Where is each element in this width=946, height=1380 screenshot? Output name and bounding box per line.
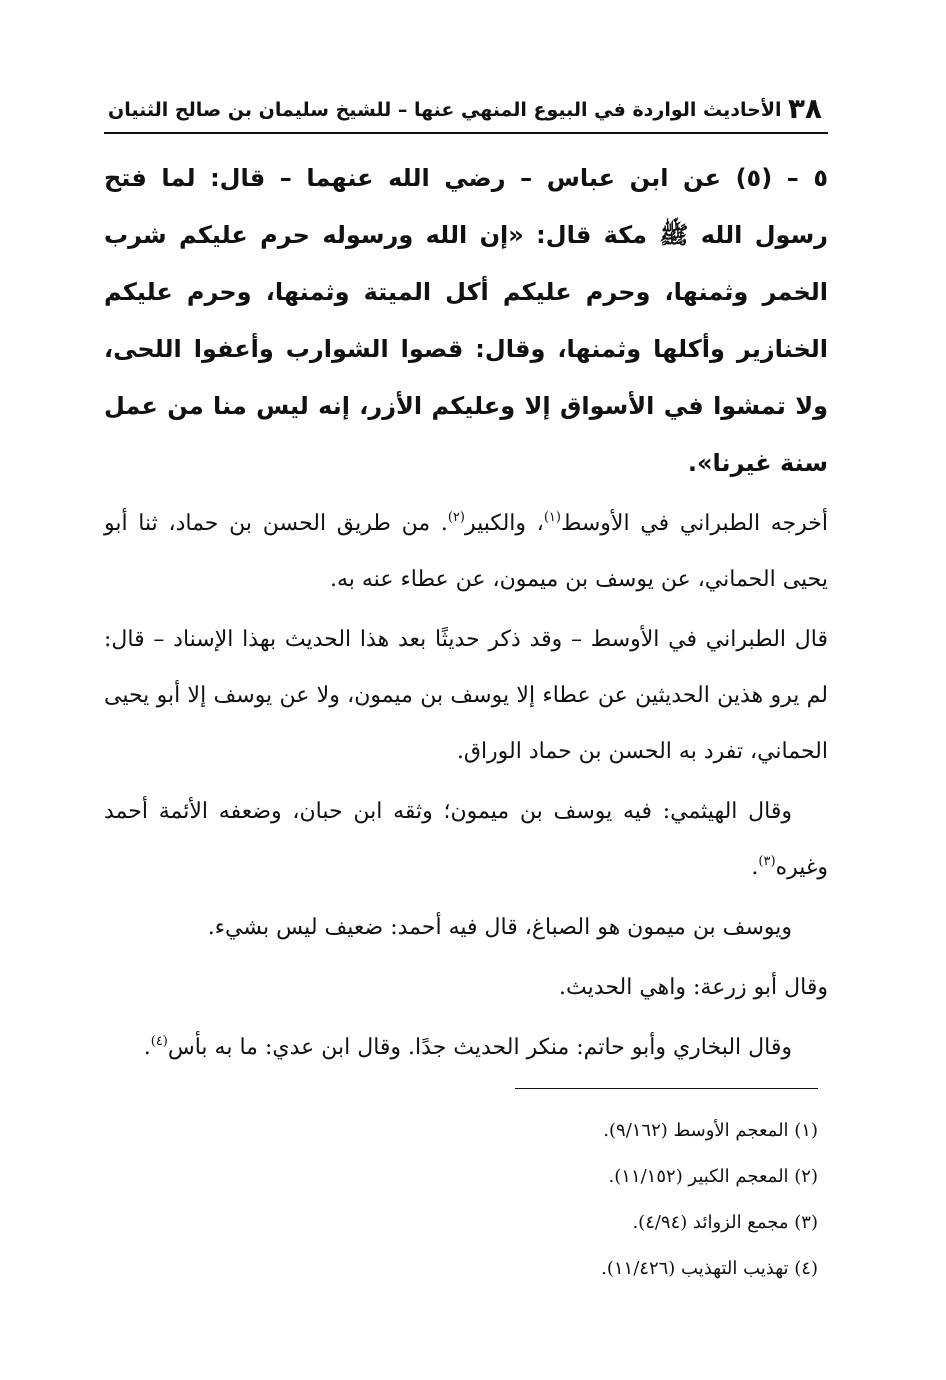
- bukhari-end: .: [143, 1035, 151, 1060]
- running-title: الأحاديث الواردة في البيوع المنهي عنها – للشيخ سليمان بن صالح الثنيان: [108, 99, 782, 121]
- footnotes: [300, 1108, 818, 1292]
- footnote-3: (٣) مجمع الزوائد (٤/٩٤).: [632, 1212, 818, 1233]
- footnote-divider: [515, 1088, 818, 1089]
- footnote-ref-4: (٤): [150, 1034, 168, 1049]
- footnote-ref-2: (٢): [447, 510, 465, 525]
- footnote-ref-3: (٣): [758, 854, 776, 869]
- page-header: [104, 92, 828, 134]
- abu-zura-paragraph: وقال أبو زرعة: واهي الحديث.: [559, 975, 828, 1000]
- takhrij-text-3: . من طريق الحسن بن حماد، ثنا أبو يحيى الحماني، عن يوسف بن ميمون، عن عطاء عنه به.: [104, 511, 828, 592]
- takhrij-text-2: ، والكبير: [465, 511, 544, 536]
- takhrij-paragraph: [104, 496, 828, 608]
- tabarani-paragraph: قال الطبراني في الأوسط – وقد ذكر حديثًا بعد هذا الحديث بهذا الإسناد – قال: لم يرو هذين الحديثين عن عطاء إلا يوسف بن ميمون، ولا عن يوسف إلا أبو يحيى الحماني، تفرد به الحسن بن حماد الوراق.: [104, 627, 828, 764]
- bukhari-text: وقال البخاري وأبو حاتم: منكر الحديث جدًا. وقال ابن عدي: ما به بأس: [167, 1035, 792, 1060]
- footnote-1: (١) المعجم الأوسط (٩/١٦٢).: [603, 1120, 818, 1141]
- main-text: [104, 150, 828, 1076]
- page-number: ٣٨: [787, 92, 822, 125]
- footnote-2: (٢) المعجم الكبير (١١/١٥٢).: [608, 1166, 818, 1187]
- haythami-text: وقال الهيثمي: فيه يوسف بن ميمون؛ وثقه ابن حبان، وضعفه الأئمة أحمد وغيره: [104, 799, 828, 880]
- hadith-text: ٥ – (٥) عن ابن عباس – رضي الله عنهما – قال: لما فتح رسول الله ﷺ مكة قال: «إن الله ورسوله حرم عليكم شرب الخمر وثمنها، وحرم عليكم أكل الميتة وثمنها، وحرم عليكم الخنازير وأكلها وثمنها، وقال: قصوا الشوارب وأعفوا اللحى، ولا تمشوا في الأسواق إلا وعليكم الأزر، إنه ليس منا من عمل سنة غيرنا».: [104, 164, 828, 477]
- haythami-paragraph: [104, 784, 828, 896]
- bukhari-paragraph: [104, 1020, 828, 1076]
- yusuf-paragraph: ويوسف بن ميمون هو الصباغ، قال فيه أحمد: ضعيف ليس بشيء.: [207, 915, 792, 940]
- haythami-end: .: [751, 855, 759, 880]
- takhrij-text-1: أخرجه الطبراني في الأوسط: [560, 511, 829, 536]
- footnote-4: (٤) تهذيب التهذيب (١١/٤٢٦).: [601, 1258, 818, 1279]
- footnote-ref-1: (١): [543, 510, 561, 525]
